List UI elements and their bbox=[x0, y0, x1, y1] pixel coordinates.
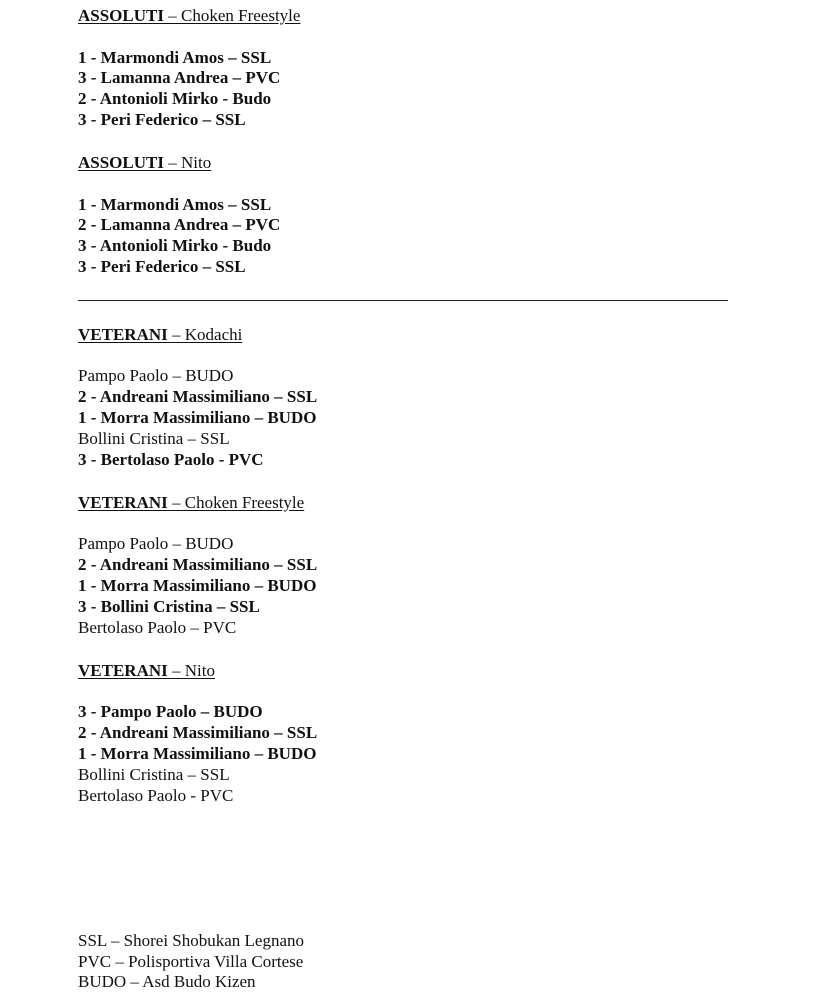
club-legend bbox=[78, 931, 304, 993]
result-entry: Pampo Paolo – BUDO bbox=[78, 534, 234, 554]
spacer bbox=[78, 26, 778, 48]
assoluti-results bbox=[78, 5, 778, 278]
category-label: VETERANI bbox=[78, 492, 168, 512]
category-label: ASSOLUTI bbox=[78, 6, 164, 25]
result-list bbox=[78, 534, 778, 638]
legend-item: SSL – Shorei Shobukan Legnano bbox=[78, 931, 305, 950]
result-entry: 1 - Morra Massimiliano – BUDO bbox=[78, 407, 317, 427]
result-list bbox=[78, 702, 778, 806]
section-title bbox=[78, 5, 778, 26]
discipline-label: – Choken Freestyle bbox=[167, 492, 305, 512]
discipline-label: – Nito bbox=[167, 660, 215, 680]
spacer bbox=[78, 173, 778, 195]
result-entry: 3 - Antonioli Mirko - Budo bbox=[78, 236, 272, 256]
section-title bbox=[78, 660, 778, 681]
result-entry: 1 - Morra Massimiliano – BUDO bbox=[78, 575, 317, 595]
result-entry: Bertolaso Paolo - PVC bbox=[78, 785, 234, 805]
veterani-results bbox=[78, 324, 778, 806]
result-entry: 3 - Peri Federico – SSL bbox=[78, 109, 246, 129]
result-entry: 3 - Lamanna Andrea – PVC bbox=[78, 68, 281, 88]
discipline-label: – Kodachi bbox=[167, 324, 243, 344]
result-entry: Pampo Paolo – BUDO bbox=[78, 366, 234, 386]
result-entry: 1 - Marmondi Amos – SSL bbox=[78, 47, 272, 67]
result-entry: 3 - Peri Federico – SSL bbox=[78, 257, 246, 277]
result-entry: Bollini Cristina – SSL bbox=[78, 764, 230, 784]
legend-list bbox=[78, 931, 304, 993]
discipline-label: – Choken Freestyle bbox=[163, 6, 301, 25]
category-label: VETERANI bbox=[78, 660, 168, 680]
result-entry: 3 - Bollini Cristina – SSL bbox=[78, 596, 260, 616]
result-list bbox=[78, 48, 778, 131]
result-entry: 1 - Marmondi Amos – SSL bbox=[78, 194, 272, 214]
section-title bbox=[78, 324, 778, 345]
result-section bbox=[78, 660, 778, 806]
result-section bbox=[78, 492, 778, 638]
result-entry: 3 - Pampo Paolo – BUDO bbox=[78, 702, 263, 722]
result-entry: 3 - Bertolaso Paolo - PVC bbox=[78, 449, 264, 469]
result-entry: Bollini Cristina – SSL bbox=[78, 428, 230, 448]
result-entry: 2 - Andreani Massimiliano – SSL bbox=[78, 555, 318, 575]
category-label: VETERANI bbox=[78, 324, 168, 344]
category-label: ASSOLUTI bbox=[78, 153, 164, 173]
result-entry: 2 - Lamanna Andrea – PVC bbox=[78, 215, 281, 235]
legend-item: PVC – Polisportiva Villa Cortese bbox=[78, 951, 304, 971]
section-title bbox=[78, 492, 778, 513]
spacer bbox=[78, 345, 778, 367]
result-entry: 1 - Morra Massimiliano – BUDO bbox=[78, 743, 317, 763]
spacer bbox=[78, 278, 778, 300]
spacer bbox=[78, 513, 778, 535]
result-section bbox=[78, 5, 778, 131]
spacer bbox=[78, 470, 778, 492]
result-list bbox=[78, 195, 778, 278]
result-list bbox=[78, 366, 778, 470]
spacer bbox=[78, 638, 778, 660]
spacer bbox=[78, 301, 778, 324]
results-document bbox=[78, 5, 778, 806]
result-entry: 2 - Andreani Massimiliano – SSL bbox=[78, 387, 318, 407]
result-entry: Bertolaso Paolo – PVC bbox=[78, 617, 237, 637]
result-entry: 2 - Andreani Massimiliano – SSL bbox=[78, 723, 318, 743]
spacer bbox=[78, 681, 778, 703]
result-section bbox=[78, 152, 778, 278]
spacer bbox=[78, 131, 778, 153]
result-section bbox=[78, 324, 778, 470]
legend-item: BUDO – Asd Budo Kizen bbox=[78, 972, 256, 991]
result-entry: 2 - Antonioli Mirko - Budo bbox=[78, 89, 272, 109]
discipline-label: – Nito bbox=[163, 153, 212, 173]
section-title bbox=[78, 152, 778, 173]
